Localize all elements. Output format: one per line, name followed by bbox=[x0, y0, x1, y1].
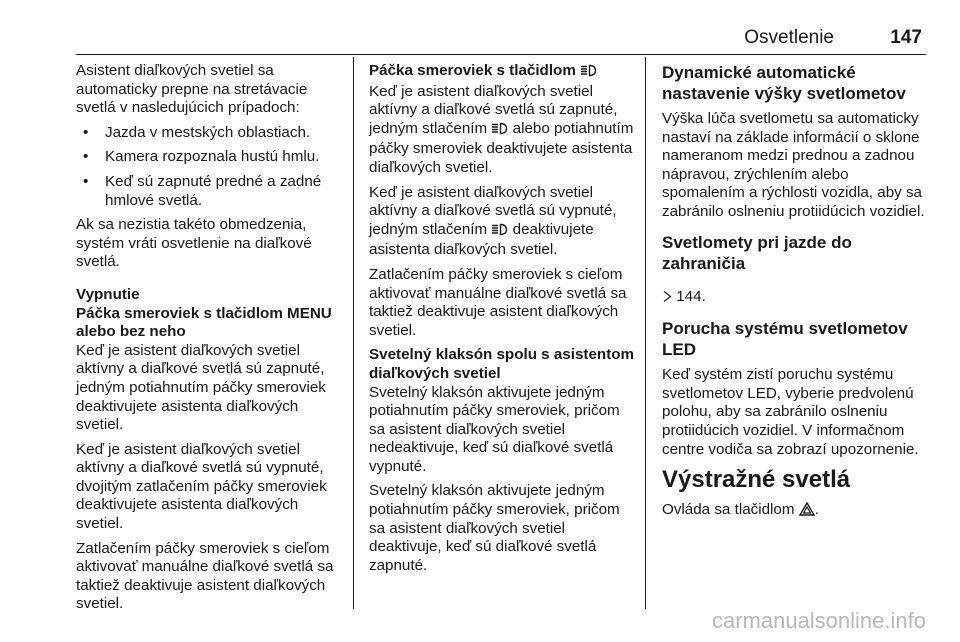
subheading: Svetelný klaksón spolu s asistentom diaľkových svetiel bbox=[369, 346, 635, 382]
section-heading: Dynamické automatické nastavenie výšky svetlometov bbox=[662, 63, 906, 103]
running-title: Osvetlenie bbox=[744, 27, 834, 48]
paragraph: Zatlačením páčky smeroviek s cieľom aktivovať manuálne diaľkové svetlá sa taktiež deaktivuje asistent diaľkových svetiel. bbox=[369, 265, 627, 339]
page-number: 147 bbox=[890, 27, 922, 48]
section-heading: Porucha systému svetlometov LED bbox=[662, 319, 908, 360]
page-header bbox=[76, 0, 926, 56]
column-divider bbox=[645, 57, 646, 609]
paragraph: Keď je asistent diaľkových svetiel aktívny a diaľkové svetlá sú zapnuté, jedným stlačením bbox=[369, 82, 618, 137]
paragraph: Svetelný klaksón aktivujete jedným potiahnutím páčky smeroviek, pričom sa asistent diaľkových svetiel nedeaktivuje, keď sú diaľkové svetlá vypnuté. bbox=[369, 383, 620, 475]
high-beam-icon bbox=[580, 64, 597, 83]
subheading: Páčka smeroviek s tlačidlom bbox=[369, 62, 576, 79]
paragraph: Asistent diaľkových svetiel sa automaticky prepne na stretávacie svetlá v nasledujúcich prípadoch: bbox=[76, 62, 308, 117]
column-left bbox=[76, 62, 346, 620]
high-beam-icon bbox=[491, 223, 508, 242]
paragraph: Ak sa nezistia takéto obmedzenia, systém vráti osvetlenie na diaľkové svetlá. bbox=[76, 216, 312, 271]
section-heading: Svetlomety pri jazde do zahraničia bbox=[662, 232, 852, 273]
subheading: Páčka smeroviek s tlačidlom MENU alebo bez neho bbox=[76, 304, 332, 341]
header-rule bbox=[76, 54, 926, 55]
list-item: • Kamera rozpoznala hustú hmlu. bbox=[76, 148, 346, 167]
paragraph: Zatlačením páčky smeroviek s cieľom aktivovať manuálne diaľkové svetlá sa taktiež deaktivuje asistent diaľkových svetiel. bbox=[76, 539, 334, 613]
paragraph: Výška lúča svetlometu sa automaticky nastaví na základe informácií o sklone nameranom medzi prednou a zadnou nápravou, zrýchlením alebo spomalením a rýchlosti vozidla, aby sa zabránilo oslneniu protiidúcich vozidiel. bbox=[662, 110, 925, 220]
hazard-warning-icon bbox=[799, 502, 815, 522]
paragraph-continued: deaktivujete asistenta diaľkových svetiel. bbox=[369, 220, 594, 259]
list-item: • Jazda v mestských oblastiach. bbox=[76, 124, 346, 143]
paragraph-end: . bbox=[814, 501, 819, 519]
column-divider bbox=[353, 57, 354, 609]
paragraph: Svetelný klaksón aktivujete jedným potiahnutím páčky smeroviek, pričom sa asistent diaľkových svetiel deaktivuje, keď sú diaľkové svetlá zapnuté. bbox=[369, 482, 620, 574]
paragraph: Keď je asistent diaľkových svetiel aktívny a diaľkové svetlá sú vypnuté, dvojitým zatlačením páčky smeroviek deaktivujete asistenta diaľkových svetiel. bbox=[76, 440, 327, 533]
list-item: • Keď sú zapnuté predné a zadné hmlové svetlá. bbox=[76, 173, 346, 210]
paragraph: Ovláda sa tlačidlom bbox=[662, 501, 795, 519]
page-reference[interactable]: 144. bbox=[676, 287, 706, 305]
paragraph: Keď je asistent diaľkových svetiel aktívny a diaľkové svetlá sú zapnuté, jedným potiahnutím páčky smeroviek deaktivujete asistenta diaľkových svetiel. bbox=[76, 341, 326, 434]
page-reference-icon bbox=[662, 290, 672, 309]
chapter-heading: Výstražné svetlá bbox=[662, 466, 851, 494]
column-right bbox=[662, 62, 934, 528]
high-beam-icon bbox=[491, 122, 508, 141]
paragraph: Keď je asistent diaľkových svetiel aktívny a diaľkové svetlá sú vypnuté, jedným stlačením bbox=[369, 183, 617, 238]
paragraph-continued: alebo potiahnutím páčky smeroviek deaktivujete asistenta diaľkových svetiel. bbox=[369, 119, 634, 176]
column-middle bbox=[369, 62, 637, 581]
section-heading: Vypnutie bbox=[76, 285, 140, 303]
watermark: carmanualsonline.info bbox=[711, 608, 926, 633]
conditions-list bbox=[76, 124, 346, 210]
paragraph: Keď systém zistí poruchu systému svetlometov LED, vyberie predvolenú polohu, aby sa zabránilo oslneniu protiidúcich vozidiel. V informačnom centre vodiča sa zobrazí upozornenie. bbox=[662, 366, 919, 458]
